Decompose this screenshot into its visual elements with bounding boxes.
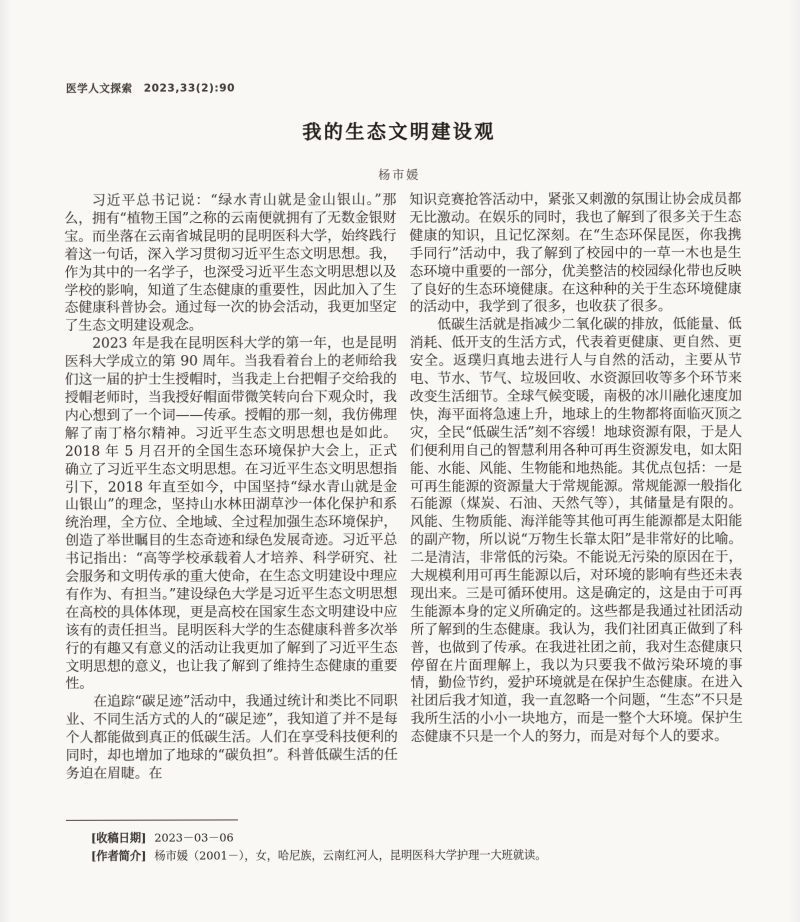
- article-author: 杨市媛: [378, 167, 421, 183]
- footnote-block: [91, 828, 731, 865]
- left-column: [64, 192, 398, 784]
- received-date-note: [91, 828, 731, 847]
- two-column-body: [64, 191, 743, 784]
- journal-header: 医学人文探索 2023,33(2):90: [66, 82, 236, 95]
- author-bio-label: [作者简介]: [91, 848, 147, 863]
- paragraph: 2023 年是我在昆明医科大学的第一年，也是昆明医科大学成立的第 90 周年。当我看着台上的老师给我们这一届的护士生授帽时，当我走上台把帽子交给我的授帽老师时，当我授好帽面带微笑转向台下观众时，我内心想到了一个词——传承。授帽的那一刻，我仿佛理解了南丁格尔精神。习近平生态文明思想也是如此。2018 年 5 月召开的全国生态环境保护大会上，正式确立了习近平生态文明思想。在习近平生态文明思想指引下，2018 年直至如今，中国坚持“绿水青山就是金山银山”的理念，坚持山水林田湖草沙一体化保护和系统治理，全方位、全地域、全过程加强生态环境保护，创造了举世瞩目的生态奇迹和绿色发展奇迹。习近平总书记指出：“高等学校承载着人才培养、科学研究、社会服务和文明传承的重大使命，在生态文明建设中理应有作为、有担当。”建设绿色大学是习近平生态文明思想在高校的具体体现，更是高校在国家生态文明建设中应该有的责任担当。昆明医科大学的生态健康科普多次举行的有趣又有意义的活动让我更加了解到了习近平生态文明思想的意义，也让我了解到了维持生态健康的重要性。: [64, 335, 398, 693]
- footnote-divider: [66, 819, 238, 820]
- paragraph: 知识竞赛抢答活动中，紧张又刺激的氛围让协会成员都无比激动。在娱乐的同时，我也了解到了很多关于生态健康的知识，且记忆深刻。在“生态环保昆医，你我携手同行”活动中，我了解到了校园中的一草一木也是生态环境中重要的一部分，优美整洁的校园绿化带也反映了良好的生态环境健康。在这种种的关于生态环境健康的活动中，我学到了很多，也收获了很多。: [409, 191, 742, 316]
- paragraph: 在追踪“碳足迹”活动中，我通过统计和类比不同职业、不同生活方式的人的“碳足迹”，我知道了并不是每个人都能做到真正的低碳生活。人们在享受科技便利的同时，却也增加了地球的“碳负担”。科普低碳生活的任务迫在眉睫。在: [65, 693, 398, 782]
- received-date-value: 2023－03－06: [154, 831, 234, 845]
- article-title: 我的生态文明建设观: [302, 120, 496, 144]
- author-bio-value: 杨市媛（2001－），女，哈尼族，云南红河人，昆明医科大学护理一大班就读。: [154, 848, 547, 863]
- author-bio-note: [91, 846, 731, 865]
- received-date-label: [收稿日期]: [90, 830, 147, 845]
- paragraph: 低碳生活就是指减少二氧化碳的排放，低能量、低消耗、低开支的生活方式，代表着更健康、更自然、更安全。返璞归真地去进行人与自然的活动，主要从节电、节水、节气、垃圾回收、水资源回收等多个环节来改变生活细节。全球气候变暖，南极的冰川融化速度加快，海平面将急速上升，地球上的生物都将面临灭顶之灾，全民“低碳生活”刻不容缓！地球资源有限，于是人们便利用自己的智慧利用各种可再生资源发电，如太阳能、水能、风能、生物能和地热能。其优点包括：一是可再生能源的资源量大于常规能源。常规能源一般指化石能源（煤炭、石油、天然气等），其储量是有限的。风能、生物质能、海洋能等其他可再生能源都是太阳能的副产物，所以说“万物生长靠太阳”是非常好的比喻。二是清洁，非常低的污染。不能说无污染的原因在于，大规模利用可再生能源以后，对环境的影响有些还未表现出来。三是可循环使用。这是确定的，这是由于可再生能源本身的定义所确定的。这些都是我通过社团活动所了解到的生态健康。我认为，我们社团真正做到了科普，也做到了传承。在我进社团之前，我对生态健康只停留在片面理解上，我以为只要我不做污染环境的事情，勤俭节约，爱护环境就是在保护生态健康。在进入社团后我才知道，我一直忽略一个问题，“生态”不只是我所生活的小小一块地方，而是一整个大环境。保护生态健康不只是一个人的努力，而是对每个人的要求。: [409, 316, 743, 746]
- paragraph: 习近平总书记说：“绿水青山就是金山银山。”那么，拥有“植物王国”之称的云南便就拥有了无数金银财宝。而坐落在云南省城昆明的昆明医科大学，始终践行着这一句话，深入学习贯彻习近平生态文明思想。我，作为其中的一名学子，也深受习近平生态文明思想以及学校的影响，知道了生态健康的重要性，因此加入了生态健康科普协会。通过每一次的协会活动，我更加坚定了生态文明建设观念。: [64, 192, 397, 335]
- right-column: [409, 191, 743, 783]
